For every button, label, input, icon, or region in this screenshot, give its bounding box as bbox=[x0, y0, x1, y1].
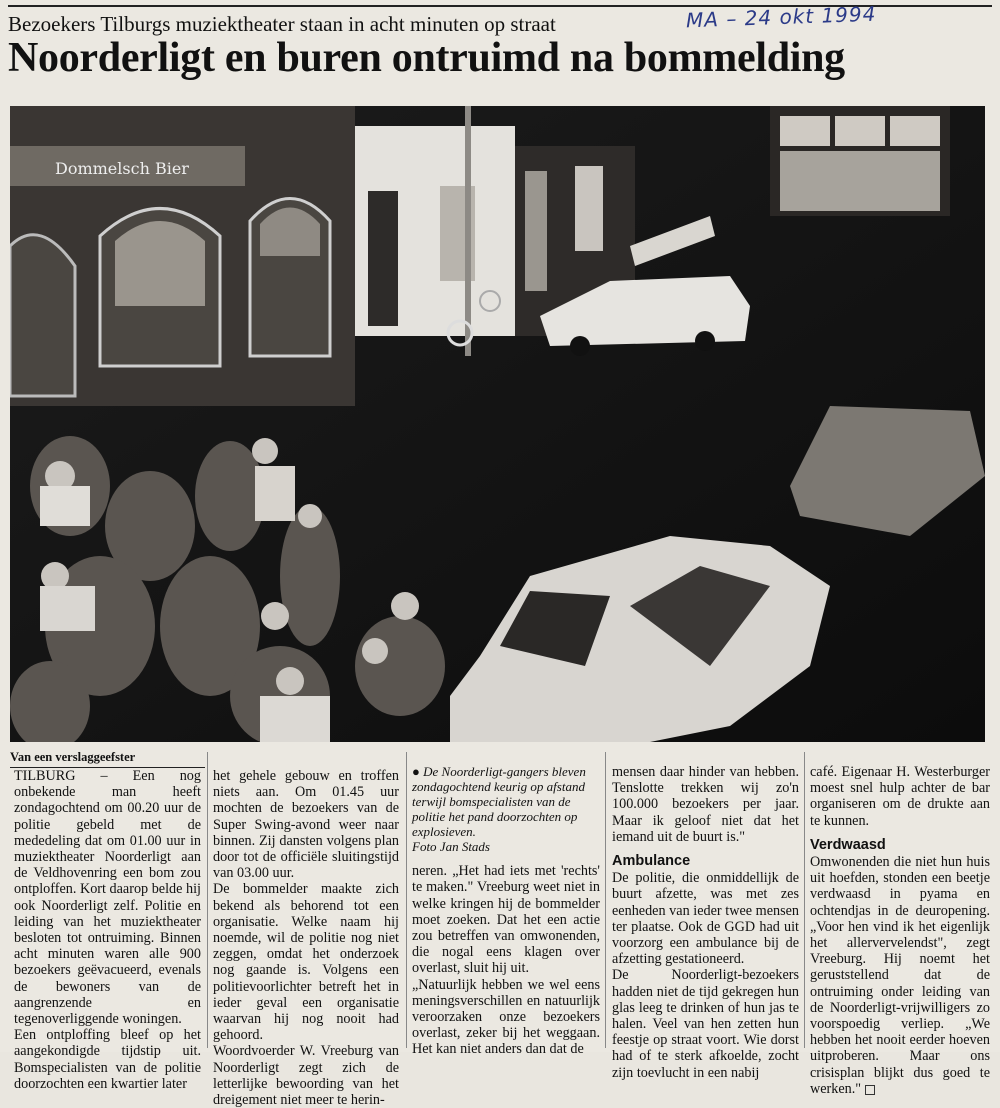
paragraph-final bbox=[810, 854, 990, 1097]
column-rule bbox=[207, 752, 208, 1048]
kicker-line: Bezoekers Tilburgs muziektheater staan in acht minuten op straat bbox=[8, 12, 556, 36]
paragraph: mensen daar hinder van hebben. Tenslotte trekken wij zo'n 100.000 bezoekers per jaar. Maar ik geloof niet dat het iemand uit de buurt is." bbox=[612, 764, 799, 845]
article-column-5 bbox=[810, 764, 990, 1097]
column-rule bbox=[605, 752, 606, 1048]
paragraph: Een ontploffing bleef op het aangekondigde tijdstip uit. Bomspecialisten van de politie doorzochten een kwartier later bbox=[14, 1027, 201, 1092]
news-photo bbox=[10, 106, 985, 742]
handwritten-date-note: MA – 24 okt 1994 bbox=[685, 1, 877, 33]
subheading-ambulance: Ambulance bbox=[612, 853, 691, 870]
article-column-1 bbox=[14, 768, 201, 1092]
photo-illustration bbox=[10, 106, 985, 742]
paragraph: De Noorderligt-bezoekers hadden niet de tijd gekregen hun glas leeg te drinken of hun jas te halen. Veel van hen zetten hun feestje op straat voort. Wie dorst had of te sterk afkoelde, zocht zijn toevlucht in een nabij bbox=[612, 967, 799, 1081]
paragraph: café. Eigenaar H. Westerburger moest snel hulp achter de bar organiseren om de drukte aan te kunnen. bbox=[810, 764, 990, 829]
paragraph: TILBURG – Een nog onbekende man heeft zondagochtend om 00.20 uur de politie gebeld met de mededeling dat om 01.00 uur in muziektheater Noorderligt aan de Veldhovenring een bom zou ontploffen. Kort daarop belde hij ook Noorderligt zelf. Politie en leiding van het muziektheater besloten tot ontruiming. Binnen acht minuten waren alle 900 bezoekers geëvacueerd, evenals de bewoners van de aangrenzende en tegenoverliggende woningen. bbox=[14, 768, 201, 1028]
paragraph: het gehele gebouw en troffen niets aan. Om 01.45 uur mochten de bezoekers van de Super Swing-avond weer naar binnen. Zij dansten volgens plan door tot de officiële sluitingstijd van 03.00 uur. bbox=[213, 768, 399, 882]
caption-text: De Noorderligt-gangers bleven zondagochtend keurig op afstand terwijl bomspecialisten van de politie het pand doorzochten op explosieven. bbox=[412, 764, 586, 839]
beer-sign: Dommelsch Bier bbox=[55, 159, 189, 178]
paragraph-text: Omwonenden die niet hun huis uit hoefden, stonden een beetje verdwaasd in pyama en ochtendjas in de deuropening. „Voor hen vind ik het eigenlijk het allervervelendst", zegt Vreeburg. Hij noemt het geruststellend dat de ontruiming onder leiding van de Noorderligt-vrijwilligers zo voorspoedig verliep. „We hebben het nooit eerder hoeven uitproberen. Maar ons crisisplan blijkt dus goed te werken." bbox=[810, 854, 990, 1097]
photo-caption bbox=[412, 764, 600, 839]
paragraph: De politie, die onmiddellijk de buurt afzette, was met zes eenheden van ieder twee mensen ter plaatse. Ook de GGD had uit voorzorg een ambulance bij de afzetting gestationeerd. bbox=[612, 870, 799, 968]
paragraph: neren. „Het had iets met 'rechts' te maken." Vreeburg weet niet in welke kringen hij de bommelder moet zoeken. Dat het een actie zou betreffen van omwonenden, die nogal eens klagen over overlast, sluit hij uit. bbox=[412, 863, 600, 977]
end-mark-icon bbox=[865, 1085, 875, 1095]
column-rule bbox=[406, 752, 407, 1048]
article-column-2 bbox=[213, 768, 399, 1108]
subheading-verdwaasd: Verdwaasd bbox=[810, 836, 886, 853]
paragraph: „Natuurlijk hebben we wel eens meningsverschillen en natuurlijk veroorzaken onze bezoekers overlast, zeker bij het weggaan. Het kan niet anders dan dat de bbox=[412, 976, 600, 1058]
paragraph: Woordvoerder W. Vreeburg van Noorderligt zegt zich de letterlijke bewoording van het dreigement niet meer te herin- bbox=[213, 1043, 399, 1108]
photo-credit: Foto Jan Stads bbox=[412, 839, 490, 854]
article-column-4 bbox=[612, 764, 799, 1081]
headline: Noorderligt en buren ontruimd na bommelding bbox=[8, 35, 845, 81]
paragraph: De bommelder maakte zich bekend als behorend tot een organisatie. Welke naam hij noemde, wil de politie nog niet zeggen, omdat het onderzoek nog gaande is. Volgens een politievoorlichter betreft het in ieder geval een organisatie waarvan hij nog nooit had gehoord. bbox=[213, 881, 399, 1044]
bullet-icon: ● bbox=[412, 764, 424, 779]
article-column-3 bbox=[412, 764, 600, 1058]
column-rule bbox=[804, 752, 805, 1048]
byline: Van een verslaggeefster bbox=[10, 750, 205, 768]
